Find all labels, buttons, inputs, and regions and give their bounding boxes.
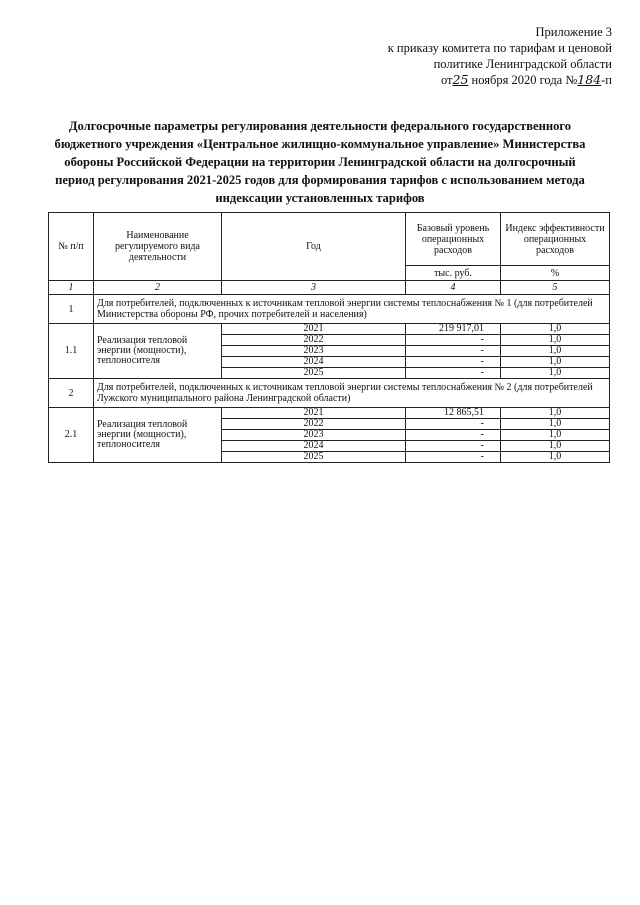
- section-row: [49, 379, 610, 408]
- header-year: Год: [222, 213, 406, 281]
- index-cell: 1,0: [501, 357, 610, 368]
- header-efficiency-index: Индекс эффективности операционных расходов: [501, 213, 610, 266]
- col-number-2: 2: [94, 281, 222, 295]
- base-level-cell: -: [406, 368, 501, 379]
- table-header-row: [49, 213, 610, 266]
- table-row: [49, 408, 610, 419]
- section-description: Для потребителей, подключенных к источникам тепловой энергии системы теплоснабжения № 2 (для потребителей Лужского муниципального района Ленинградской области): [94, 379, 610, 408]
- index-cell: 1,0: [501, 452, 610, 463]
- date-middle: ноября 2020 года №: [471, 73, 578, 87]
- year-cell: 2025: [222, 368, 406, 379]
- base-level-cell: -: [406, 430, 501, 441]
- base-level-cell: -: [406, 452, 501, 463]
- index-cell: 1,0: [501, 441, 610, 452]
- index-cell: 1,0: [501, 419, 610, 430]
- section-description: Для потребителей, подключенных к источникам тепловой энергии системы теплоснабжения № 1 (для потребителей Министерства обороны РФ, прочих потребителей и населения): [94, 295, 610, 324]
- header-number: № п/п: [49, 213, 94, 281]
- year-cell: 2023: [222, 346, 406, 357]
- year-cell: 2021: [222, 324, 406, 335]
- appendix-line1: Приложение 3: [535, 25, 612, 39]
- unit-index: %: [501, 266, 610, 281]
- index-cell: 1,0: [501, 368, 610, 379]
- col-number-3: 3: [222, 281, 406, 295]
- index-cell: 1,0: [501, 335, 610, 346]
- subsection-number: 2.1: [49, 408, 94, 463]
- header-base-level: Базовый уровень операционных расходов: [406, 213, 501, 266]
- base-level-cell: -: [406, 419, 501, 430]
- index-cell: 1,0: [501, 346, 610, 357]
- document-title: Долгосрочные параметры регулирования деятельности федерального государственного бюджетного учреждения «Центральное жилищно-коммунальное управление» Министерства обороны Российской Федерации на территории Ленинградской области на долгосрочный период регулирования 2021-2025 годов для формирования тарифов с использованием метода индексации установленных тарифов: [54, 119, 586, 205]
- appendix-line3: политике Ленинградской области: [433, 57, 612, 71]
- index-cell: 1,0: [501, 408, 610, 419]
- activity-name: Реализация тепловой энергии (мощности), теплоносителя: [94, 324, 222, 379]
- date-prefix: от: [440, 73, 453, 87]
- appendix-line2: к приказу комитета по тарифам и ценовой: [387, 41, 612, 55]
- base-level-cell: -: [406, 346, 501, 357]
- table-row: [49, 324, 610, 335]
- handwritten-day: 25: [452, 72, 469, 87]
- index-cell: 1,0: [501, 430, 610, 441]
- col-number-1: 1: [49, 281, 94, 295]
- year-cell: 2025: [222, 452, 406, 463]
- header-activity: Наименование регулируемого вида деятельности: [94, 213, 222, 281]
- section-row: [49, 295, 610, 324]
- year-cell: 2022: [222, 335, 406, 346]
- base-level-cell: 12 865,51: [406, 408, 501, 419]
- year-cell: 2024: [222, 441, 406, 452]
- subsection-number: 1.1: [49, 324, 94, 379]
- year-cell: 2024: [222, 357, 406, 368]
- year-cell: 2022: [222, 419, 406, 430]
- section-number: 2: [49, 379, 94, 408]
- year-cell: 2021: [222, 408, 406, 419]
- section-number: 1: [49, 295, 94, 324]
- appendix-date-line: [312, 72, 612, 88]
- year-cell: 2023: [222, 430, 406, 441]
- handwritten-order-number: 184: [577, 72, 602, 87]
- appendix-header: [312, 24, 612, 88]
- parameters-table: [48, 212, 610, 463]
- base-level-cell: -: [406, 335, 501, 346]
- col-number-4: 4: [406, 281, 501, 295]
- index-cell: 1,0: [501, 324, 610, 335]
- unit-base: тыс. руб.: [406, 266, 501, 281]
- activity-name: Реализация тепловой энергии (мощности), теплоносителя: [94, 408, 222, 463]
- column-numbers-row: [49, 281, 610, 295]
- base-level-cell: -: [406, 357, 501, 368]
- base-level-cell: 219 917,01: [406, 324, 501, 335]
- col-number-5: 5: [501, 281, 610, 295]
- base-level-cell: -: [406, 441, 501, 452]
- order-suffix: -п: [601, 73, 612, 87]
